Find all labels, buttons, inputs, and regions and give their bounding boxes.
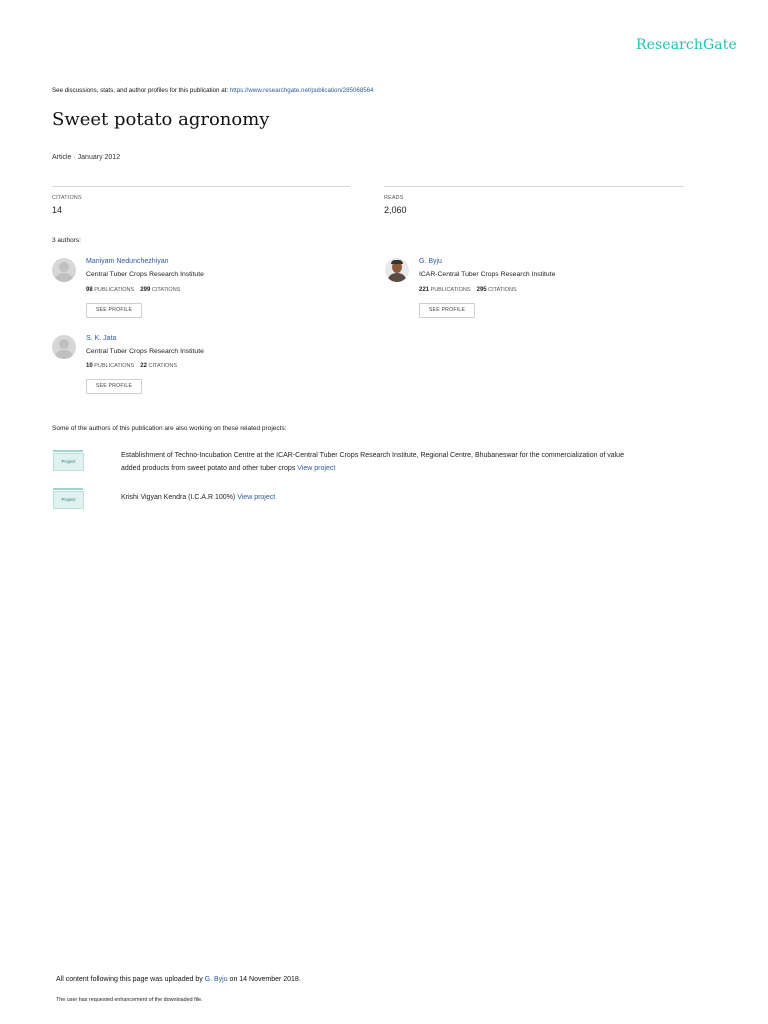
avatar-body-shape xyxy=(55,350,73,359)
publications-count: 10 xyxy=(86,363,93,369)
avatar[interactable] xyxy=(52,335,76,359)
author-institution: Central Tuber Crops Research Institute xyxy=(86,348,204,355)
project-title-continuation: added products from sweet potato and other tuber crops xyxy=(121,465,298,472)
enhancement-note: The user has requested enhancement of the downloaded file. xyxy=(56,997,203,1003)
avatar-body-shape xyxy=(55,273,73,282)
project-description xyxy=(121,491,721,504)
citations-count-label: CITATIONS xyxy=(148,363,178,369)
author-name-link[interactable]: S. K. Jata xyxy=(86,335,117,342)
author-name-link[interactable]: Maniyam Nedunchezhiyan xyxy=(86,258,169,265)
view-project-link[interactable]: View project xyxy=(237,494,276,501)
author-institution: ICAR-Central Tuber Crops Research Institute xyxy=(419,271,556,278)
see-profile-button[interactable]: SEE PROFILE xyxy=(86,303,142,318)
project-icon-label: Project xyxy=(53,491,84,509)
project-title-line: Establishment of Techno-Incubation Centre at the ICAR-Central Tuber Crops Research Institute, Regional Centre, Bhubaneswar for the commercialization of value xyxy=(121,452,624,459)
author-stats xyxy=(419,287,517,293)
avatar-head-shape xyxy=(59,339,69,349)
citations-value: 14 xyxy=(52,205,63,215)
upload-notice xyxy=(56,976,301,983)
reads-divider xyxy=(384,186,684,187)
author-stats xyxy=(86,363,177,369)
publication-meta: Article · January 2012 xyxy=(52,154,121,161)
publication-title: Sweet potato agronomy xyxy=(52,109,270,130)
discussion-text: See discussions, stats, and author profiles for this publication at: xyxy=(52,87,230,94)
publications-label: PUBLICATIONS xyxy=(94,287,135,293)
project-icon[interactable] xyxy=(53,488,83,508)
avatar[interactable] xyxy=(52,258,76,282)
avatar-hair-shape xyxy=(391,260,403,264)
project-title-line-2 xyxy=(121,462,721,475)
publications-count: 98 xyxy=(86,287,93,293)
project-icon-tab xyxy=(53,450,83,452)
citations-divider xyxy=(52,186,350,187)
authors-header: 3 authors: xyxy=(52,237,81,244)
related-projects-header: Some of the authors of this publication are also working on these related projects: xyxy=(52,425,287,432)
upload-suffix: on 14 November 2018. xyxy=(227,976,301,983)
publication-url-link[interactable]: https://www.researchgate.net/publication/285068564 xyxy=(229,87,374,94)
publications-count: 221 xyxy=(419,287,430,293)
citations-count-label: CITATIONS xyxy=(151,287,181,293)
uploader-link[interactable]: G. Byju xyxy=(204,976,228,983)
upload-prefix: All content following this page was uploaded by xyxy=(56,976,205,983)
project-icon[interactable] xyxy=(53,450,83,470)
citations-label: CITATIONS xyxy=(52,195,82,201)
project-icon-label: Project xyxy=(53,453,84,471)
author-institution: Central Tuber Crops Research Institute xyxy=(86,271,204,278)
view-project-link[interactable]: View project xyxy=(297,465,336,472)
reads-label: READS xyxy=(384,195,404,201)
citations-count-label: CITATIONS xyxy=(488,287,517,293)
see-profile-button[interactable]: SEE PROFILE xyxy=(86,379,142,394)
publications-label: PUBLICATIONS xyxy=(94,363,135,369)
publications-label: PUBLICATIONS xyxy=(430,287,471,293)
citations-count: 22 xyxy=(140,363,147,369)
project-description xyxy=(121,449,721,475)
avatar-head-shape xyxy=(59,262,69,272)
avatar[interactable] xyxy=(385,258,409,282)
avatar-body-shape xyxy=(388,273,406,282)
researchgate-logo[interactable]: ResearchGate xyxy=(636,37,737,53)
author-name-link[interactable]: G. Byju xyxy=(419,258,442,265)
discussion-line xyxy=(52,87,374,94)
project-icon-tab xyxy=(53,488,83,490)
project-title: Krishi Vigyan Kendra (I.C.A.R 100%) xyxy=(121,494,238,501)
see-profile-button[interactable]: SEE PROFILE xyxy=(419,303,475,318)
citations-count: 295 xyxy=(476,287,487,293)
author-stats xyxy=(86,287,180,293)
citations-count: 299 xyxy=(140,287,151,293)
reads-value: 2,060 xyxy=(384,205,407,215)
